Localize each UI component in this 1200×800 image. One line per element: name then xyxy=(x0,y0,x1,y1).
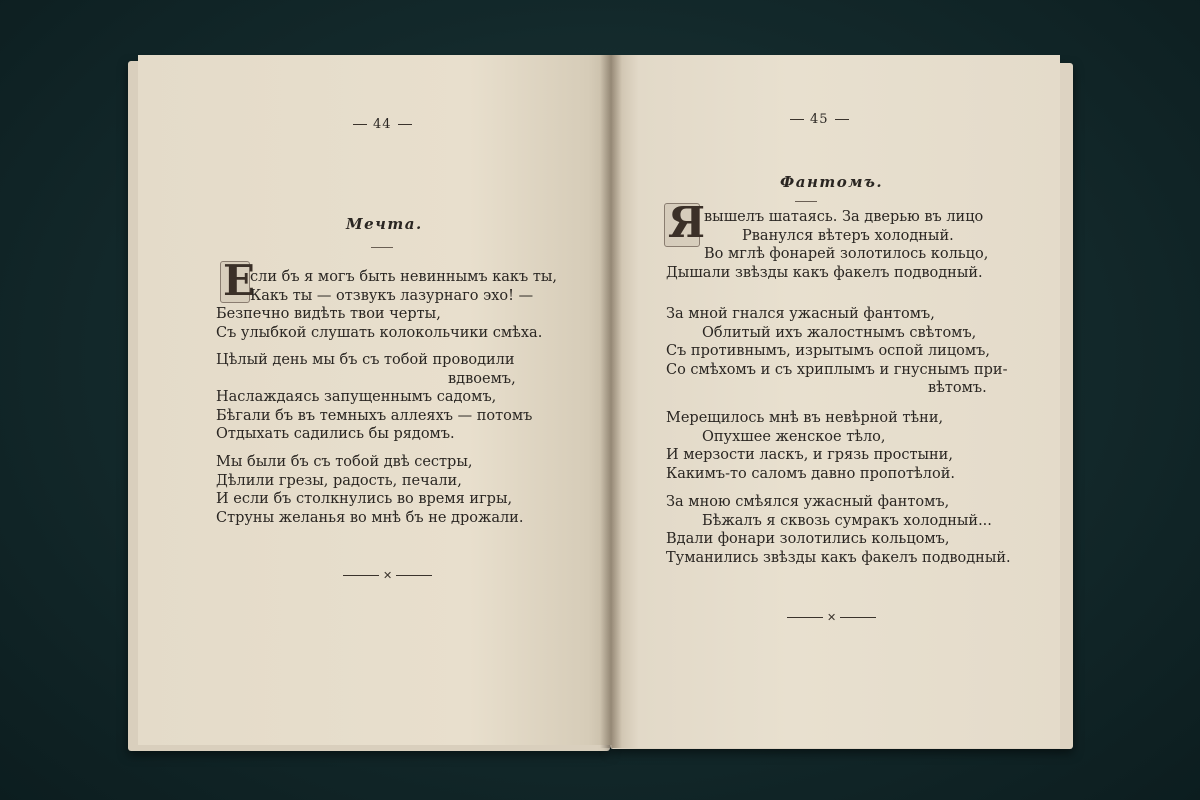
stanza xyxy=(666,305,1008,398)
verse-line: И если бъ столкнулись во время игры, xyxy=(216,491,513,507)
knot-ornament-icon: ✕ xyxy=(827,611,837,624)
verse-line: Вдали фонари золотились кольцомъ, xyxy=(666,531,950,547)
stanza xyxy=(666,493,1011,567)
verse-line: Цѣлый день мы бъ съ тобой проводили xyxy=(216,352,515,368)
stanza xyxy=(216,453,523,527)
ornament-bar xyxy=(840,617,876,618)
left-page-number xyxy=(353,117,412,132)
stanza xyxy=(216,351,532,444)
title-squiggle-ornament xyxy=(795,201,817,202)
page-number-text: 45 xyxy=(810,112,829,127)
knot-ornament-icon: ✕ xyxy=(383,569,393,582)
poem-title: Фантомъ. xyxy=(780,173,884,191)
end-ornament xyxy=(343,569,432,582)
right-page-number xyxy=(790,112,849,127)
stanza xyxy=(704,208,988,264)
verse-line: Опухшее женское тѣло, xyxy=(702,428,886,445)
verse-line: Какъ ты — отзвукъ лазурнаго эхо! — xyxy=(250,287,534,304)
verse-line: Безпечно видѣть твои черты, xyxy=(216,306,441,322)
verse-line: За мной гнался ужасный фантомъ, xyxy=(666,306,935,322)
stanza xyxy=(216,305,542,342)
right-page xyxy=(612,55,1060,748)
verse-line: И мерзости ласкъ, и грязь простыни, xyxy=(666,447,953,463)
title-squiggle-ornament xyxy=(371,247,393,248)
verse-line: Мы были бъ съ тобой двѣ сестры, xyxy=(216,454,473,470)
verse-line: Во мглѣ фонарей золотилось кольцо, xyxy=(704,246,989,262)
verse-line: Дышали звѣзды какъ факелъ подводный. xyxy=(666,265,983,281)
ornament-line xyxy=(835,119,849,120)
verse-line: Струны желанья во мнѣ бъ не дрожали. xyxy=(216,509,524,526)
stanza xyxy=(250,268,557,305)
end-ornament xyxy=(787,611,876,624)
open-book xyxy=(128,55,1073,750)
dropcap-letter: Е xyxy=(223,256,256,305)
ornament-line xyxy=(398,124,412,125)
stanza xyxy=(666,409,955,483)
verse-line: Бѣгали бъ въ темныхъ аллеяхъ — потомъ xyxy=(216,407,533,424)
page-number-text: 44 xyxy=(373,117,392,132)
ornament-bar xyxy=(343,575,379,576)
verse-line: Съ улыбкой слушать колокольчики смѣха. xyxy=(216,324,543,341)
verse-line: Со смѣхомъ и съ хриплымъ и гнуснымъ при- xyxy=(666,361,1008,378)
verse-line: Съ противнымъ, изрытымъ оспой лицомъ, xyxy=(666,343,991,359)
verse-line: За мною смѣялся ужасный фантомъ, xyxy=(666,494,950,510)
verse-line: Рванулся вѣтеръ холодный. xyxy=(742,227,954,244)
ornament-line xyxy=(790,119,804,120)
verse-line: вѣтомъ. xyxy=(928,380,987,396)
left-page xyxy=(138,55,612,745)
verse-line: Облитый ихъ жалостнымъ свѣтомъ, xyxy=(702,324,977,341)
verse-line: сли бъ я могъ быть невиннымъ какъ ты, xyxy=(250,269,557,285)
verse-line: Бѣжалъ я сквозь сумракъ холодный... xyxy=(702,512,992,529)
verse-line: вышелъ шатаясь. За дверью въ лицо xyxy=(704,209,984,225)
verse-line: вдвоемъ, xyxy=(448,370,516,387)
verse-line: Мерещилось мнѣ въ невѣрной тѣни, xyxy=(666,410,944,426)
verse-line: Наслаждаясь запущеннымъ садомъ, xyxy=(216,389,497,405)
verse-line: Отдыхать садились бы рядомъ. xyxy=(216,426,455,442)
verse-line: Дѣлили грезы, радость, печали, xyxy=(216,472,462,489)
book-spine xyxy=(600,55,622,748)
verse-line: Туманились звѣзды какъ факелъ подводный. xyxy=(666,549,1011,566)
ornament-line xyxy=(353,124,367,125)
dropcap-letter: Я xyxy=(668,198,706,247)
ornament-bar xyxy=(396,575,432,576)
ornament-bar xyxy=(787,617,823,618)
verse-line: Какимъ-то саломъ давно пропотѣлой. xyxy=(666,465,955,482)
stanza xyxy=(666,264,983,283)
poem-title: Мечта. xyxy=(346,215,423,233)
